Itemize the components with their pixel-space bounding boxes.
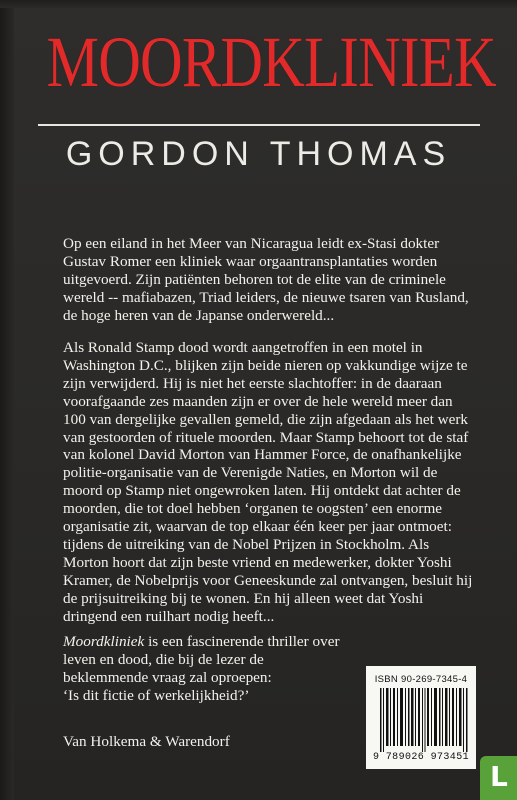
isbn-barcode-panel bbox=[366, 666, 476, 769]
blurb-paragraph-2: Als Ronald Stamp dood wordt aangetroffen in een motel in Washington D.C., blijken zijn beide nieren op vakkundige wijze te zijn verwijderd. Hij is niet het eerste slachtoffer: in de daaraan voorafgaande zes maanden zijn er over de hele wereld meer dan 100 van dergelijke gevallen gemeld, die zijn afgedaan als het werk van gestoorden of rituele moorden. Maar Stamp behoort tot de staf van kolonel David Morton van Hammer Force, de onafhankelijke politie-organisatie van de Verenigde Naties, en Morton wil de moord op Stamp niet ongewroken laten. Hij ontdekt dat achter de moorden, die tot doel hebben ‘organen te oogsten’ een enorme organisatie zit, waarvan de top elkaar één keer per jaar ontmoet: tijdens de uitreiking van de Nobel Prijzen in Stockholm. Als Morton hoort dat zijn beste vriend en medewerker, dokter Yoshi Kramer, de Nobelprijs voor Geneeskunde zal ontvangen, besluit hij de prijsuitreiking bij te wonen. En hij alleen weet dat Yoshi dringend een ruilhart nodig heeft... bbox=[63, 339, 473, 625]
book-author: GORDON THOMAS bbox=[65, 135, 452, 173]
store-logo bbox=[480, 756, 517, 800]
blurb-paragraph-1: Op een eiland in het Meer van Nicaragua leidt ex-Stasi dokter Gustav Romer een kliniek waar orgaantransplantaties worden uitgevoerd. Zijn patiënten behoren tot de elite van de criminele wereld -- mafiabazen, Triad leiders, de nieuwe tsaren van Rusland, de hoge heren van de Japanse onderwereld... bbox=[63, 235, 469, 324]
cover-top-shadow bbox=[0, 0, 517, 8]
blurb-quote: ‘Is dit fictie of werkelijkheid?’ bbox=[63, 686, 250, 704]
title-divider bbox=[38, 124, 480, 126]
isbn-label: ISBN 90-269-7345-4 bbox=[374, 674, 468, 685]
blurb-paragraph-3 bbox=[63, 633, 343, 705]
barcode-digits: 9 789026 973451 bbox=[372, 752, 469, 763]
store-logo-letter: L bbox=[490, 760, 508, 793]
blurb-title-italic: Moordkliniek bbox=[63, 633, 145, 650]
cover-spine-shadow bbox=[0, 0, 14, 800]
barcode-icon bbox=[378, 688, 470, 752]
book-title: MOORDKLINIEK bbox=[46, 22, 496, 102]
publisher-name: Van Holkema & Warendorf bbox=[63, 733, 230, 750]
blurb-paragraph-3-text: is een fascinerende thriller over leven en dood, die bij de lezer de beklemmende vraag zal oproepen: bbox=[63, 633, 340, 686]
